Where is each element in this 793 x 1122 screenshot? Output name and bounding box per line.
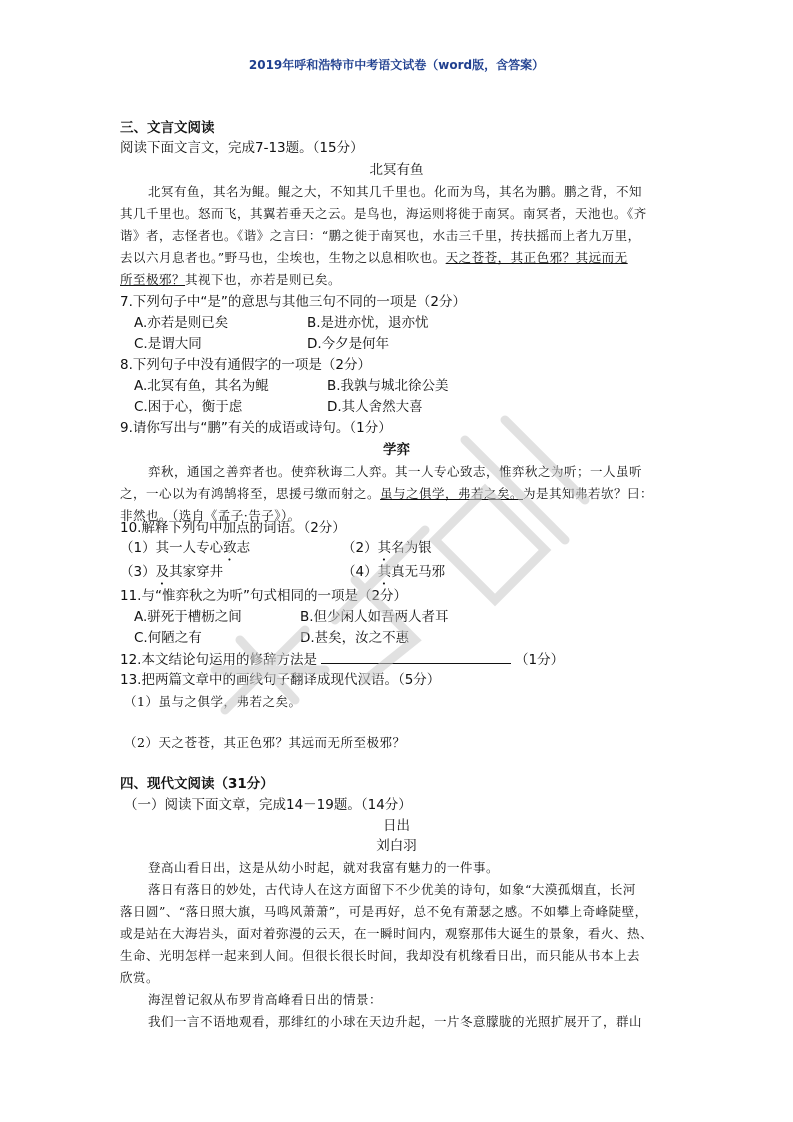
- section4-instruction: （一）阅读下面文章，完成14－19题。（14分）: [124, 797, 412, 813]
- q12-text: 12.本文结论句运用的修辞方法是: [120, 652, 317, 668]
- q7-option-b: B.是进亦忧，退亦忧: [307, 315, 429, 331]
- q10-text: （4）: [342, 564, 378, 580]
- article-line: 落日有落日的妙处，古代诗人在这方面留下不少优美的诗句，如象“大漠孤烟直，长河: [148, 882, 636, 897]
- q11-option-a: A.骈死于槽枥之间: [134, 609, 242, 625]
- dotted-word: 其: [377, 564, 392, 580]
- q13-item-2: （2）天之苍苍，其正色邪？其远而无所至极邪？: [124, 735, 406, 750]
- q11-option-b: B.但少闲人如吾两人者耳: [300, 609, 449, 625]
- underlined-sentence: 所至极邪？: [120, 272, 186, 287]
- passage1-title: 北冥有鱼: [369, 162, 424, 178]
- article-author: 刘白羽: [376, 838, 417, 854]
- passage1-line: 北冥有鱼，其名为鲲。鲲之大，不知其几千里也。化而为鸟，其名为鹏。鹏之背，不知: [148, 184, 643, 199]
- q10-text: （3）: [120, 564, 156, 580]
- q10-text: （1）其一人专心: [120, 540, 224, 556]
- q10-text: 名为银: [391, 540, 432, 556]
- passage2-line: 非然也。（选自《孟子·告子》）。: [120, 508, 301, 523]
- question-9: 9.请你写出与“鹏”有关的成语或诗句。（1分）: [120, 420, 392, 436]
- underlined-sentence: 虽与之俱学，弗若之矣。: [380, 486, 524, 501]
- q7-option-d: D.今夕是何年: [307, 336, 390, 352]
- q13-item-1: （1）虽与之俱学，弗若之矣。: [124, 694, 302, 709]
- q8-option-c: C.困于心，衡于虑: [134, 399, 243, 415]
- q8-option-a: A.北冥有鱼，其名为鲲: [134, 378, 269, 394]
- answer-blank[interactable]: [321, 649, 511, 664]
- passage1-line: [120, 270, 341, 290]
- article-line: 登高山看日出，这是从幼小时起，就对我富有魅力的一件事。: [148, 860, 500, 875]
- q11-option-d: D.甚矣，汝之不惠: [300, 630, 410, 646]
- question-11: 11.与“惟弈秋之为听”句式相同的一项是（2分）: [120, 588, 408, 604]
- dotted-word: 其: [377, 540, 392, 556]
- passage2-title: 学弈: [383, 442, 410, 458]
- passage2-line: [120, 484, 653, 504]
- article-title: 日出: [383, 818, 410, 834]
- article-line: 落日圆”、“落日照大旗，马鸣风萧萧”，可是再好，总不免有萧瑟之感。不如攀上奇峰陡壁，: [120, 904, 648, 919]
- q10-text: 其家穿井: [169, 564, 224, 580]
- q11-option-c: C.何陋之有: [134, 630, 202, 646]
- article-line: 海涅曾记叙从布罗肯高峰看日出的情景：: [148, 992, 383, 1007]
- passage2-text: 之，一心以为有鸿鹄将至，思援弓缴而射之。: [120, 486, 381, 501]
- q7-option-c: C.是谓大同: [134, 336, 202, 352]
- section3-instruction: 阅读下面文言文，完成7-13题。（15分）: [120, 140, 364, 156]
- document-header: 2019年呼和浩特市中考语文试卷（word版，含答案）: [248, 58, 545, 72]
- underlined-sentence: 天之苍苍，其正色邪？其远而无: [445, 250, 628, 265]
- passage1-line: [120, 248, 628, 268]
- passage1-text: 其视下也，亦若是则已矣。: [185, 272, 342, 287]
- q10-text: 真无马邪: [391, 564, 446, 580]
- q8-option-d: D.其人舍然大喜: [327, 399, 423, 415]
- question-8: 8.下列句子中没有通假字的一项是（2分）: [120, 357, 371, 373]
- dotted-word: 致: [223, 540, 237, 556]
- section4-title: 四、现代文阅读（31分）: [120, 776, 274, 792]
- q10-text: 志: [236, 540, 251, 556]
- question-10: 10.解释下列句中加点的词语。（2分）: [120, 520, 346, 536]
- article-line: 或是站在大海岩头，面对着弥漫的云天，在一瞬时间内，观察那伟大诞生的景象，看火、热、: [120, 926, 654, 941]
- passage1-text: 去以六月息者也。”野马也，尘埃也，生物之以息相吹也。: [120, 250, 446, 265]
- passage1-line: 谐》者，志怪者也。《谐》之言曰：“鹏之徙于南冥也，水击三千里，抟扶摇而上者九万里，: [120, 228, 641, 243]
- question-7: 7.下列句子中“是”的意思与其他三句不同的一项是（2分）: [120, 294, 466, 310]
- passage2-text: 为是其知弗若欤？曰：: [523, 486, 654, 501]
- question-12: [120, 649, 564, 670]
- q10-text: （2）: [342, 540, 378, 556]
- section3-title: 三、文言文阅读: [120, 120, 215, 136]
- passage1-line: 其几千里也。怒而飞，其翼若垂天之云。是鸟也，海运则将徙于南冥。南冥者，天池也。《齐: [120, 206, 647, 221]
- q7-option-a: A.亦若是则已矣: [134, 315, 229, 331]
- question-13: 13.把两篇文章中的画线句子翻译成现代汉语。（5分）: [120, 672, 441, 688]
- passage2-line: 弈秋，通国之善弈者也。使弈秋诲二人弈。其一人专心致志，惟弈秋之为听；一人虽听: [148, 464, 643, 479]
- article-line: 我们一言不语地观看，那绯红的小球在天边升起，一片冬意朦胧的光照扩展开了，群山: [148, 1014, 643, 1029]
- q12-score: （1分）: [514, 652, 565, 668]
- q10-item-2: [342, 538, 432, 564]
- q10-item-4: [342, 562, 445, 588]
- q10-item-1: [120, 538, 250, 564]
- article-line: 生命、光明怎样一起来到人间。但很长很长时间，我却没有机缘看日出，而只能从书本上去: [120, 948, 641, 963]
- dotted-word: 及: [155, 564, 170, 580]
- q8-option-b: B.我孰与城北徐公美: [327, 378, 449, 394]
- article-line: 欣赏。: [120, 970, 160, 985]
- q10-item-3: [120, 562, 223, 588]
